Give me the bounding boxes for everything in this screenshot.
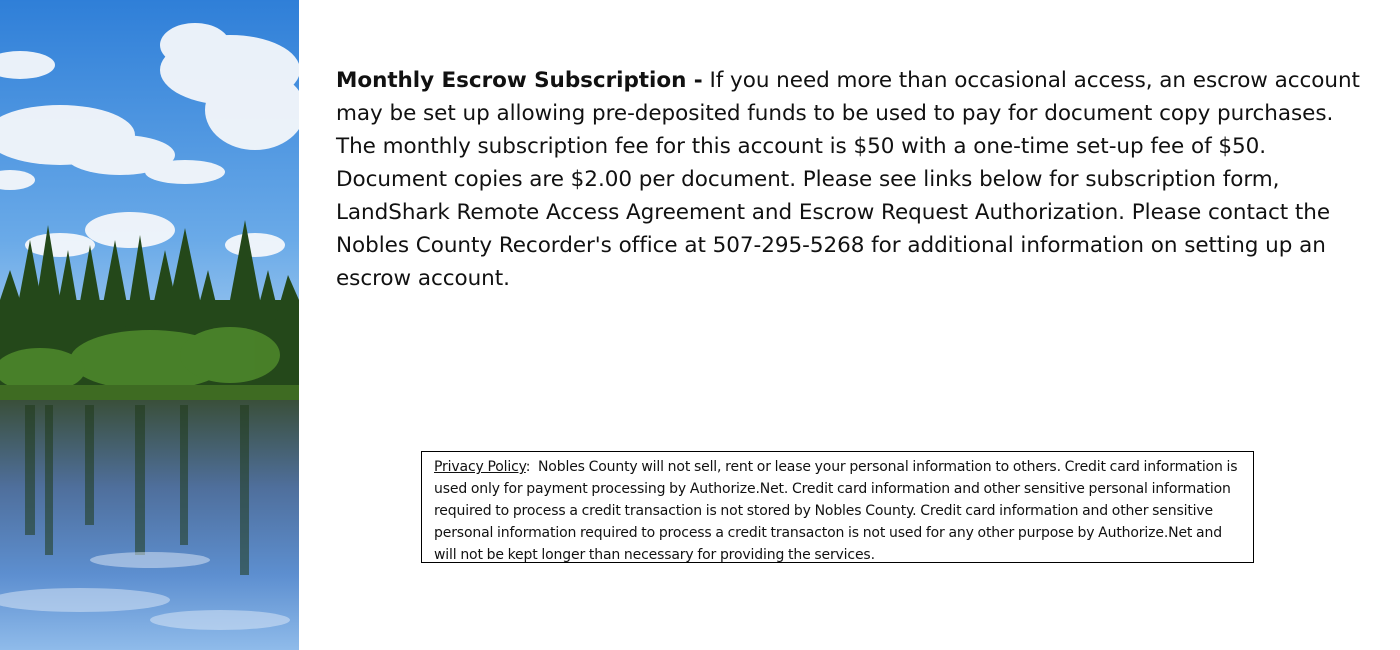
privacy-policy-text: Nobles County will not sell, rent or lease your personal information to others. Credit card information is used only for payment processing by Authorize.Net. Credit card information and other sensitive personal information required to process a credit transaction is not stored by Nobles County. Credit card information and other sensitive personal information required to process a credit transacton is not used for any other purpose by Authorize.Net and will not be kept longer than necessary for providing the services. [434,459,1238,563]
escrow-body: If you need more than occasional access, an escrow account may be set up allowing pre-deposited funds to be used to pay for document copy purchases. The monthly subscription fee for this account is $50 with a one-time set-up fee of $50. Document copies are $2.00 per document. Please see links below for subscription form, LandShark Remote Access Agreement and Escrow Request Authorization. Please contact the Nobles County Recorder's office at 507-295-5268 for additional information on setting up an escrow account. [336,68,1360,291]
escrow-heading: Monthly Escrow Subscription - [336,68,703,93]
escrow-section [336,64,1376,295]
escrow-paragraph [336,64,1376,295]
lake-forest-illustration [0,0,299,650]
privacy-separator: : [525,459,531,475]
privacy-policy-link[interactable]: Privacy Policy [434,459,526,475]
lake-forest-photo [0,0,299,650]
privacy-policy-box [421,451,1254,563]
